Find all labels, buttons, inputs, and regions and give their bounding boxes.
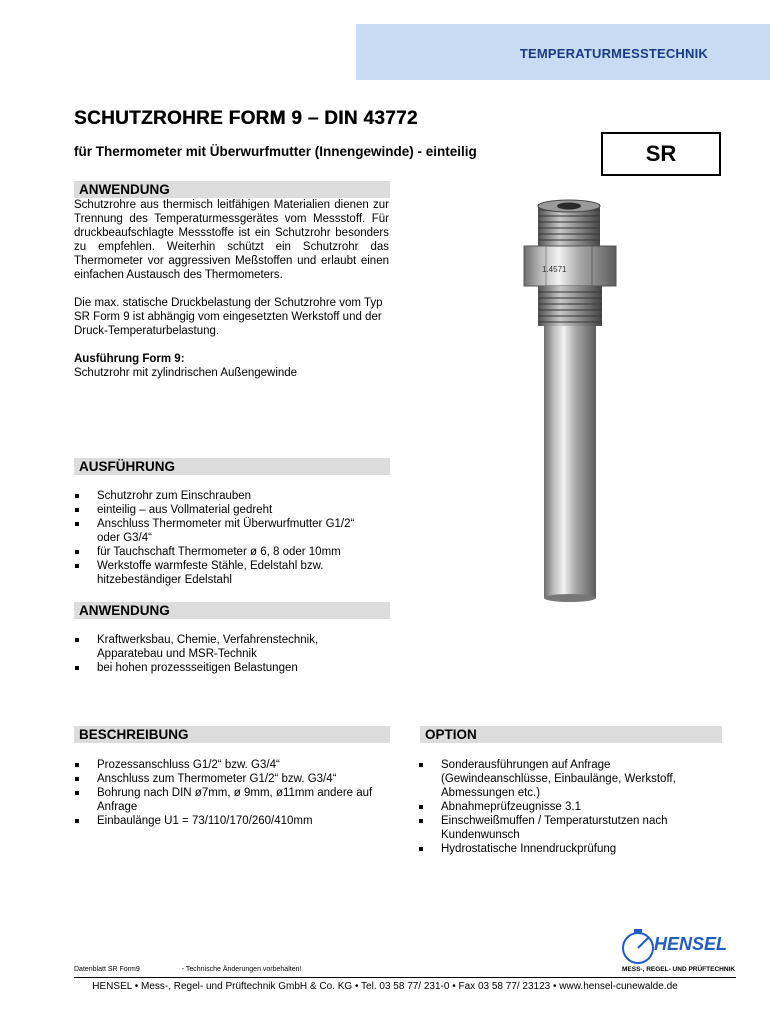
protection-tube bbox=[544, 326, 596, 602]
list-item: Werkstoffe warmfeste Stähle, Edelstahl bzw. hitzebeständiger Edelstahl bbox=[74, 559, 374, 587]
section-heading-anwendung: ANWENDUNG bbox=[74, 181, 390, 198]
list-item: Abnahmeprüfzeugnisse 3.1 bbox=[418, 800, 718, 814]
material-stamp: 1.4571 bbox=[542, 265, 567, 274]
form-text: Schutzrohr mit zylindrischen Außengewinde bbox=[74, 367, 298, 379]
anwendung-paragraph-2: Die max. statische Druckbelastung der Schutzrohre vom Typ SR Form 9 ist abhängig vom eingesetzten Werkstoff und der Druck-Temperaturbelastung. bbox=[74, 297, 383, 337]
list-item: Anschluss Thermometer mit Überwurfmutter G1/2“ oder G3/4“ bbox=[74, 517, 374, 545]
option-list bbox=[418, 758, 718, 856]
footer-divider bbox=[74, 977, 736, 978]
logo-claim: MESS-, REGEL- UND PRÜFTECHNIK bbox=[622, 966, 736, 973]
anwendung-list bbox=[74, 633, 374, 675]
list-item: Einschweißmuffen / Temperaturstutzen nach Kundenwunsch bbox=[418, 814, 718, 842]
list-item: einteilig – aus Vollmaterial gedreht bbox=[74, 503, 374, 517]
logo-name: HENSEL bbox=[654, 934, 728, 954]
list-item: Sonderausführungen auf Anfrage (Gewindeanschlüsse, Einbaulänge, Werkstoff, Abmessungen etc.) bbox=[418, 758, 718, 800]
section-heading-beschreibung: BESCHREIBUNG bbox=[74, 726, 390, 743]
footer-meta bbox=[74, 966, 301, 973]
ausfuehrung-list bbox=[74, 489, 374, 587]
list-item: Bohrung nach DIN ø7mm, ø 9mm, ø11mm andere auf Anfrage bbox=[74, 786, 384, 814]
footer-contact: HENSEL • Mess-, Regel- und Prüftechnik GmbH & Co. KG • Tel. 03 58 77/ 231-0 • Fax 03 58 77/ 23123 • www.hensel-cunewalde.de bbox=[92, 981, 678, 992]
header-category: TEMPERATURMESSTECHNIK bbox=[519, 46, 708, 61]
list-item: Anschluss zum Thermometer G1/2“ bzw. G3/4“ bbox=[74, 772, 384, 786]
list-item: Kraftwerksbau, Chemie, Verfahrenstechnik, Apparatebau und MSR-Technik bbox=[74, 633, 374, 661]
type-badge: SR bbox=[601, 132, 721, 176]
header-banner bbox=[356, 24, 770, 80]
company-logo bbox=[618, 928, 736, 978]
anwendung-paragraph-1: Schutzrohre aus thermisch leitfähigen Materialien dienen zur Trennung des Temperaturmessgerätes vom Messstoff. Für druckbeaufschlagte Messstoffe ist ein Schutzrohr besonders zu empfehlen. Weiterhin schützt ein Schutzrohr das Thermometer vor aggressiven Meßstoffen und erlaubt einen einfachen Austausch des Thermometers. bbox=[74, 199, 389, 281]
beschreibung-list bbox=[74, 758, 384, 828]
list-item: Einbaulänge U1 = 73/110/170/260/410mm bbox=[74, 814, 384, 828]
form-label: Ausführung Form 9: bbox=[74, 353, 185, 365]
page-subtitle: für Thermometer mit Überwurfmutter (Innengewinde) - einteilig bbox=[74, 144, 477, 159]
gauge-icon bbox=[618, 928, 658, 966]
list-item: für Tauchschaft Thermometer ø 6, 8 oder 10mm bbox=[74, 545, 374, 559]
list-item: Schutzrohr zum Einschrauben bbox=[74, 489, 374, 503]
disclaimer: - Technische Änderungen vorbehalten! bbox=[181, 966, 302, 973]
list-item: bei hohen prozessseitigen Belastungen bbox=[74, 661, 374, 675]
lower-thread bbox=[538, 286, 602, 326]
section-heading-option: OPTION bbox=[420, 726, 722, 743]
list-item: Prozessanschluss G1/2“ bzw. G3/4“ bbox=[74, 758, 384, 772]
thermowell-image bbox=[480, 196, 660, 606]
section-heading-ausfuehrung: AUSFÜHRUNG bbox=[74, 458, 390, 475]
datasheet-label: Datenblatt SR Form9 bbox=[74, 966, 140, 973]
hex-nut bbox=[524, 246, 616, 286]
product-photo bbox=[480, 196, 660, 606]
list-item: Hydrostatische Innendruckprüfung bbox=[418, 842, 718, 856]
upper-thread bbox=[538, 200, 600, 246]
anwendung-text bbox=[74, 198, 389, 380]
section-heading-anwendung-2: ANWENDUNG bbox=[74, 602, 390, 619]
page-title: SCHUTZROHRE FORM 9 – DIN 43772 bbox=[74, 108, 418, 129]
